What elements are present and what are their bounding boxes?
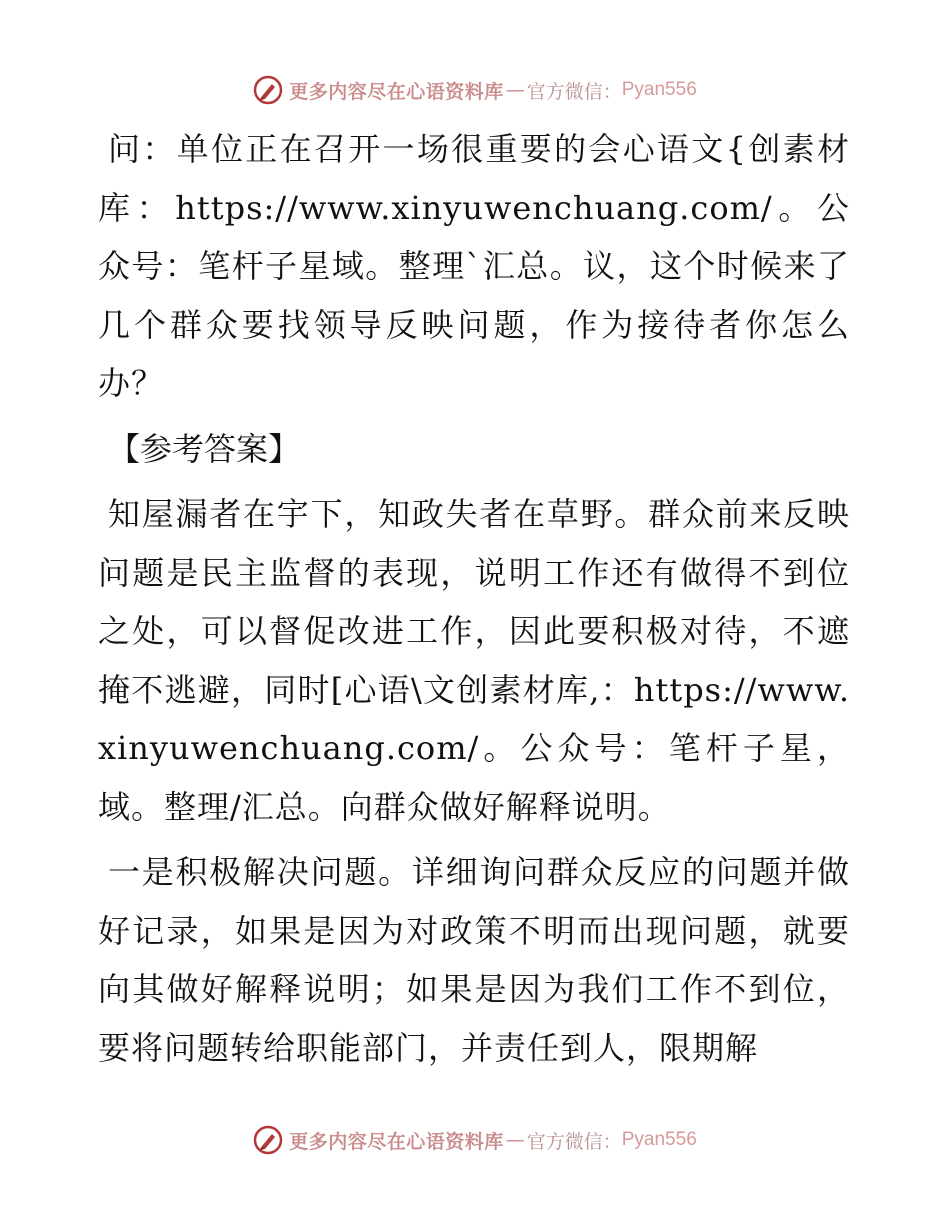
answer-paragraph-1: 知屋漏者在宇下，知政失者在草野。群众前来反映问题是民主监督的表现，说明工作还有做得不到位之处，可以督促改进工作，因此要积极对待，不遮掩不逃避，同时[心语\文创素材库,：https://www.xinyuwenchuang.com/。公众号：笔杆子星，域。整理/汇总。向群众做好解释说明。 xyxy=(98,495,850,826)
pen-logo-icon xyxy=(253,1125,283,1155)
watermark-wechat-id: Pyan556 xyxy=(621,1129,697,1150)
watermark-separator: — xyxy=(505,1129,525,1151)
watermark-site-text: 更多内容尽在心语资料库 xyxy=(289,1130,504,1153)
watermark-official-label: 官方微信： xyxy=(526,80,622,103)
answer-heading: 【参考答案】 xyxy=(108,429,301,468)
answer-paragraph-2: 一是积极解决问题。详细询问群众反应的问题并做好记录，如果是因为对政策不明而出现问题，就要向其做好解释说明；如果是因为我们工作不到位，要将问题转给职能部门，并责任到人，限期解 xyxy=(98,853,850,1067)
watermark-site-text: 更多内容尽在心语资料库 xyxy=(289,80,504,103)
watermark-wechat-id: Pyan556 xyxy=(621,79,697,100)
watermark-separator: — xyxy=(505,79,525,101)
watermark-official-label: 官方微信： xyxy=(526,1130,622,1153)
question-paragraph: 问：单位正在召开一场很重要的会心语文{创素材库：https://www.xinyuwenchuang.com/。公众号：笔杆子星域。整理`汇总。议，这个时候来了几个群众要找领导反映问题，作为接待者你怎么办？ xyxy=(98,130,850,402)
document-body xyxy=(98,120,850,1077)
footer-watermark xyxy=(0,1120,950,1160)
pen-logo-icon xyxy=(253,75,283,105)
header-watermark xyxy=(0,70,950,110)
